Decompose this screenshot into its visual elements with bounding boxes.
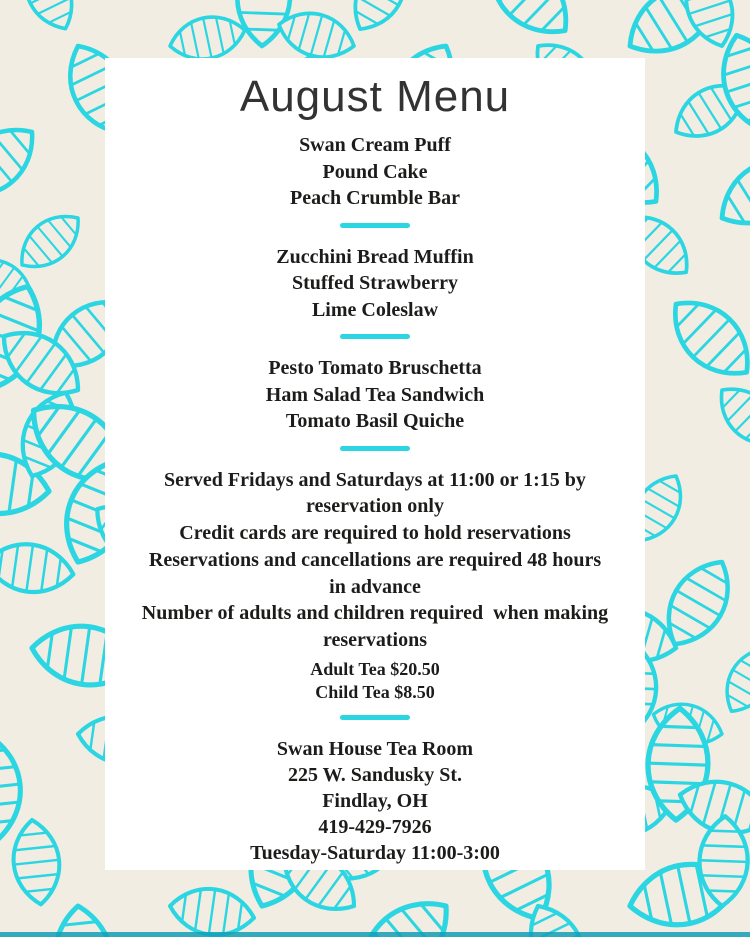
menu-item: Ham Salad Tea Sandwich	[265, 383, 485, 406]
menu-item: Pound Cake	[322, 160, 428, 183]
address-line: 225 W. Sandusky St.	[288, 764, 462, 787]
policy-line: Number of adults and children required when making reservations	[141, 602, 614, 652]
phone-number: 419-429-7926	[318, 816, 432, 839]
menu-item: Lime Coleslaw	[311, 298, 439, 321]
hours-line: Tuesday-Saturday 11:00-3:00	[250, 842, 500, 865]
menu-item: Pesto Tomato Bruschetta	[268, 357, 482, 379]
reservation-policies	[140, 467, 614, 655]
page-title: August Menu	[239, 72, 511, 121]
menu-item: Peach Crumble Bar	[290, 187, 460, 209]
city-line: Findlay, OH	[322, 790, 428, 813]
policy-line: Reservations and cancellations are required 48 hours in advance	[148, 548, 607, 598]
section-divider	[340, 715, 410, 720]
tea-room-name: Swan House Tea Room	[276, 738, 474, 761]
course-section-savories	[105, 355, 645, 435]
contact-block	[105, 736, 645, 866]
price-line-child: Child Tea $8.50	[315, 682, 435, 703]
section-divider	[340, 334, 410, 339]
menu-item: Zucchini Bread Muffin	[276, 245, 474, 268]
menu-item: Tomato Basil Quiche	[285, 410, 465, 432]
policy-line: Served Fridays and Saturdays at 11:00 or 1:15 by reservation only	[164, 468, 591, 518]
section-divider	[340, 223, 410, 228]
menu-item: Swan Cream Puff	[299, 134, 451, 156]
section-divider	[340, 446, 410, 451]
price-line-adult: Adult Tea $20.50	[310, 659, 440, 680]
course-section-sweets	[105, 132, 645, 212]
tea-prices	[105, 658, 645, 704]
menu-item: Stuffed Strawberry	[291, 272, 459, 294]
policy-line: Credit cards are required to hold reservations	[179, 522, 571, 545]
menu-panel	[105, 58, 645, 870]
course-section-second	[105, 244, 645, 324]
bottom-edge-strip	[0, 932, 750, 937]
